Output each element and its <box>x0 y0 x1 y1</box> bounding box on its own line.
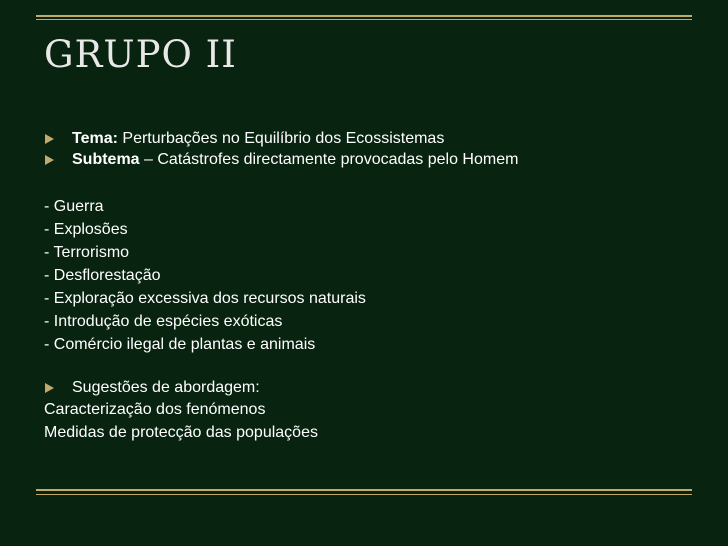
suggestion-item-caracterizacao: Caracterização dos fenómenos <box>44 401 266 418</box>
list-item-guerra: - Guerra <box>44 198 104 215</box>
bottom-rule <box>36 489 692 491</box>
triangle-bullet-icon <box>45 383 54 393</box>
suggestion-item-medidas: Medidas de protecção das populações <box>44 424 318 441</box>
list-item-explosoes: - Explosões <box>44 221 128 238</box>
subtema-label: Subtema <box>72 151 140 168</box>
list-item-comercio-ilegal: - Comércio ilegal de plantas e animais <box>44 336 316 353</box>
list-item-exploracao: - Exploração excessiva dos recursos naturais <box>44 290 366 307</box>
triangle-bullet-icon <box>45 155 54 165</box>
list-item-terrorismo: - Terrorismo <box>44 244 130 261</box>
triangle-bullet-icon <box>45 134 54 144</box>
spacer <box>44 170 694 195</box>
tema-label: Tema: <box>72 130 118 147</box>
subtema-text: – Catástrofes directamente provocadas pelo Homem <box>144 151 519 168</box>
bullet-subtema <box>44 149 694 170</box>
bottom-rule-thin <box>36 494 692 495</box>
top-rule <box>36 15 692 17</box>
slide-content <box>44 128 694 444</box>
list-item-especies-exoticas: - Introdução de espécies exóticas <box>44 313 283 330</box>
slide-title: GRUPO II <box>44 33 237 76</box>
tema-text: Perturbações no Equilíbrio dos Ecossistemas <box>122 130 445 147</box>
sugestoes-heading: Sugestões de abordagem: <box>72 379 260 396</box>
spacer <box>44 356 694 377</box>
bullet-sugestoes <box>44 377 694 398</box>
bullet-tema <box>44 128 694 149</box>
list-item-desflorestacao: - Desflorestação <box>44 267 161 284</box>
top-rule-thin <box>36 19 692 20</box>
